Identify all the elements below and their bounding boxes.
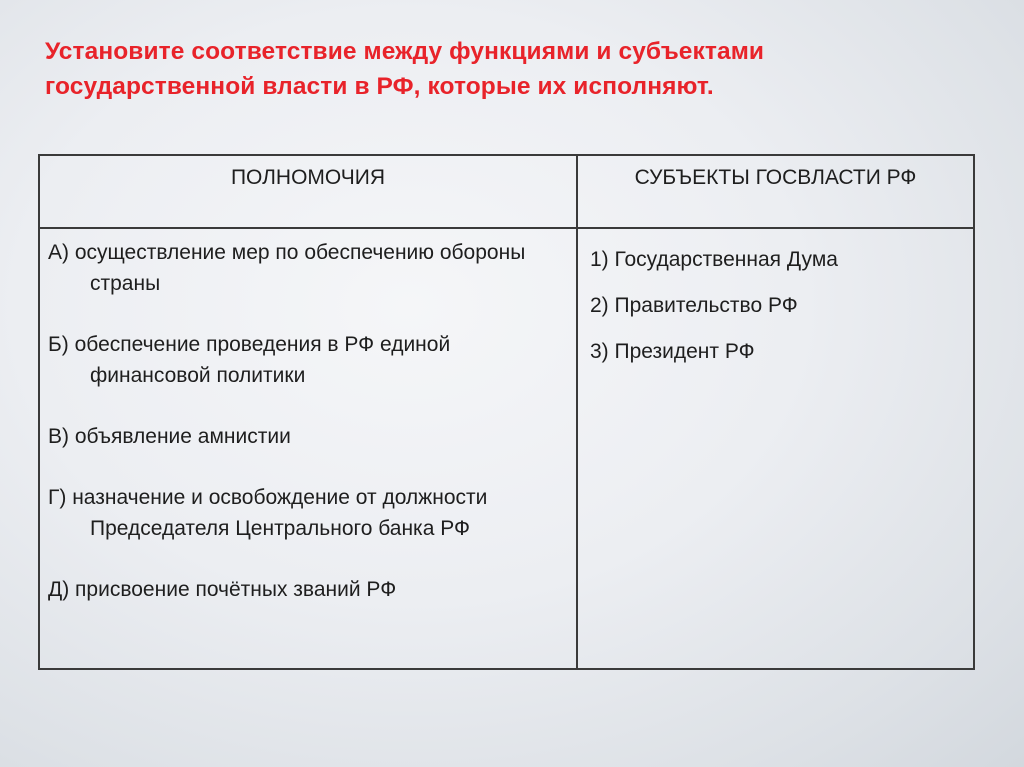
powers-list [48, 237, 573, 635]
power-item-b: Б) обеспечение проведения в РФ единой финансовой политики [48, 333, 451, 387]
subject-item-3: 3) Президент РФ [590, 340, 755, 363]
power-item-v: В) объявление амнистии [48, 425, 291, 448]
power-item-a: А) осуществление мер по обеспечению обороны страны [48, 241, 526, 295]
column-divider [576, 156, 578, 668]
matching-table [38, 154, 975, 670]
subject-item-2: 2) Правительство РФ [590, 294, 798, 317]
header-powers: ПОЛНОМОЧИЯ [230, 166, 386, 189]
power-item-g: Г) назначение и освобождение от должности Председателя Центрального банка РФ [48, 486, 488, 540]
power-item-d: Д) присвоение почётных званий РФ [48, 578, 397, 601]
slide-title: Установите соответствие между функциями и субъектами государственной власти в РФ, которые их исполняют. [45, 38, 765, 100]
subjects-list [590, 244, 970, 382]
subject-item-1: 1) Государственная Дума [590, 248, 838, 271]
header-subjects: СУБЪЕКТЫ ГОСВЛАСТИ РФ [634, 166, 917, 189]
header-divider [40, 227, 973, 229]
